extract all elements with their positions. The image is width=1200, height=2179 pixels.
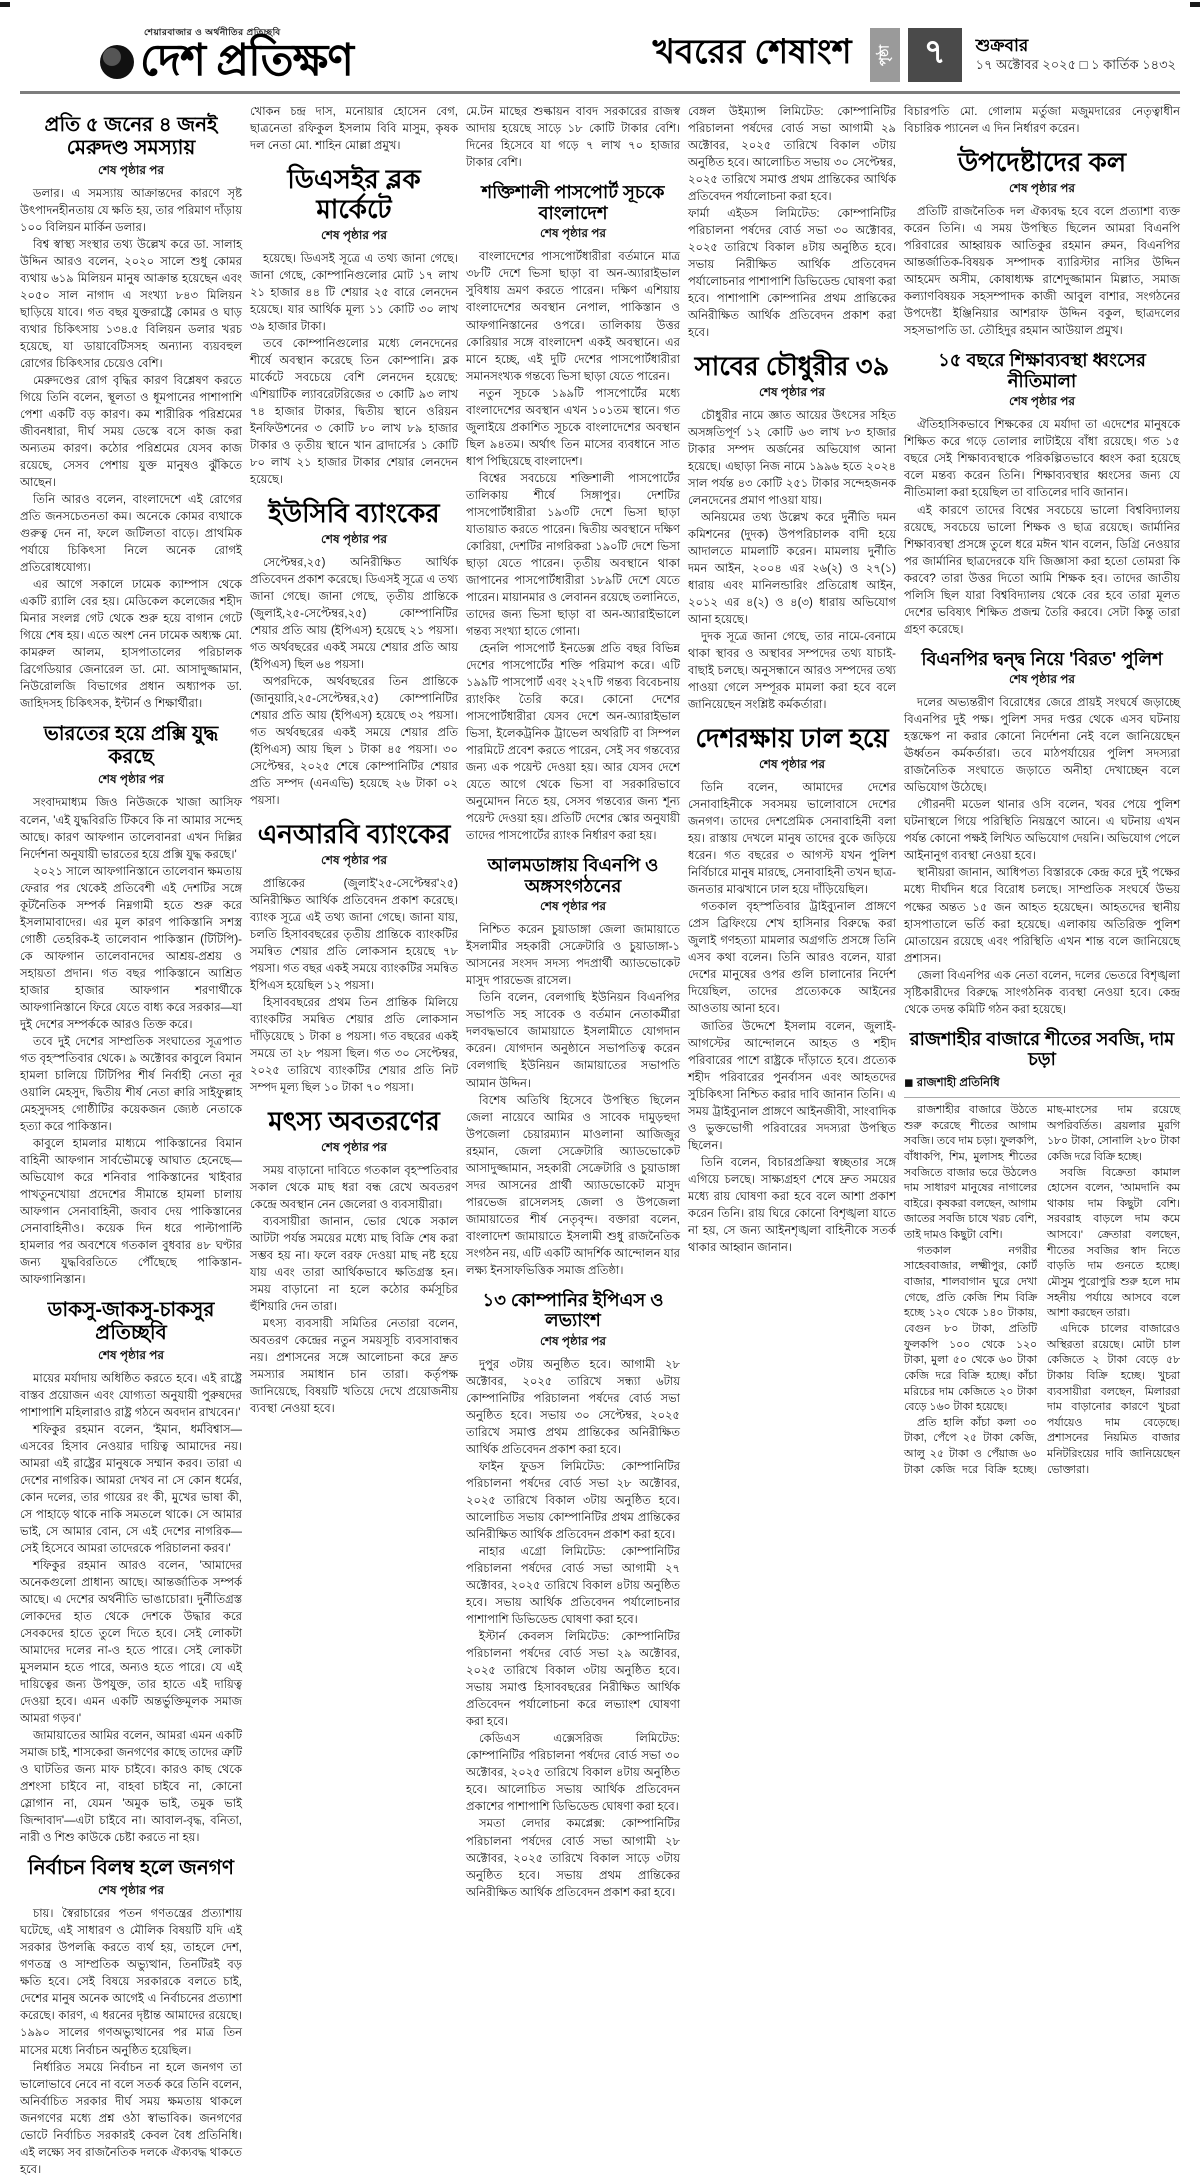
article-paragraph: হেনলি পাসপোর্ট ইনডেক্স প্রতি বছর বিভিন্ন দেশের পাসপোর্টের শক্তি পরিমাপ করে। এটি ১৯৯টি পাসপোর্ট এবং ২২৭টি গন্তব্য বিবেচনায় র‍্যাংকিং তৈরি করে। কোনো দেশের পাসপোর্টধারীরা যেসব দেশে অন-অ্যারাইভাল ভিসা, ইলেকট্রনিক ট্রাভেল অথরিটি বা সিম্পল পারমিটে প্রবেশ করতে পারেন, সেই সব গন্তব্যের জন্য এক পয়েন্ট দেওয়া হয়। আর যেসব দেশে যেতে আগে থেকে ভিসা বা সরকারিভাবে অনুমোদন নিতে হয়, সেসব গন্তব্যের জন্য শূন্য পয়েন্ট দেওয়া হয়। প্রতিটি দেশের স্কোর অনুযায়ী তাদের পাসপোর্টের র‍্যাংক নির্ধারণ করা হয়। [466,642,680,842]
page-label: পৃষ্ঠা [870,28,900,82]
continued-from-label: শেষ পৃষ্ঠার পর [320,531,388,546]
article-paragraph: চৌধুরীর নামে জ্ঞাত আয়ের উৎসের সহিত অসঙ্গতিপূর্ণ ১২ কোটি ৬৩ লাখ ৮৩ হাজার টাকার সম্পদ অর্জনের অভিযোগ আনা হয়েছে। এছাড়া নিজ নামে ১৯৯৬ হতে ২০২৪ সাল পর্যন্ত ৪৩ কোটি ২৫১ টাকার সন্দেহজনক লেনদেনের প্রমাণ পাওয়া যায়। [688,410,896,508]
article-headline: সাবের চৌধুরীর ৩৯ [694,351,890,382]
article-paragraph: প্রতিটি রাজনৈতিক দল ঐক্যবদ্ধ হবে বলে প্রত্যাশা ব্যক্ত করেন তিনি। এ সময় উপস্থিত ছিলেন আমরা বিএনপি পরিবারের আহ্বায়ক আতিকুর রহমান রুমন, বিএনপির আন্তর্জাতিক-বিষয়ক সম্পাদক ব্যারিস্টার নাসির উদ্দিন আহমেদ অসীম, কোষাধ্যক্ষ রাশেদুজ্জামান মিল্লাত, সমাজ কল্যাণবিষয়ক সহসম্পাদক কাজী আবুল বাশার, সংগঠনের উপদেষ্টা ইঞ্জিনিয়ার আশরাফ উদ্দিন বকুল, ছাত্রদলের সহসভাপতি ডা. তৌহিদুর রহমান আউয়াল প্রমুখ। [904,205,1180,338]
article-body [466,922,680,1279]
logo-block [100,28,353,83]
article-body [466,249,680,845]
weekday: শুক্রবার [975,36,1029,55]
article [20,723,242,1288]
article-paragraph: ব্যবসায়ীরা জানান, ভোর থেকে সকাল আটটা পর্যন্ত সময়ের মধ্যে মাছ বিক্রি শেষ করা সম্ভব হয় না। ফলে বরফ দেওয়া মাছ নষ্ট হয়ে যায় এবং তারা আর্থিকভাবে ক্ষতিগ্রস্ত হন। সময় বাড়ানো না হলে কঠোর কর্মসূচির হুঁশিয়ারি দেন তারা। [250,1216,458,1314]
article-headline: প্রতি ৫ জনের ৪ জনই মেরুদণ্ড সমস্যায় [44,114,218,159]
continued-from-label: শেষ পৃষ্ঠার পর [539,226,607,241]
article-headline: নির্বাচন বিলম্ব হলে জনগণ [27,1857,234,1880]
article-paragraph: গৌরনদী মডেল থানার ওসি বলেন, খবর পেয়ে পুলিশ ঘটনাস্থলে গিয়ে পরিস্থিতি নিয়ন্ত্রণে আনে। এ ঘটনায় এখন পর্যন্ত কোনো পক্ষই লিখিত অভিযোগ দেয়নি। অভিযোগ পেলে আইনানুগ ব্যবস্থা নেওয়া হবে। [904,799,1180,863]
article-paragraph: তবে কোম্পানিগুলোর মধ্যে লেনদেনের শীর্ষে অবস্থান করেছে তিন কোম্পানি। ব্লক মার্কেটে সবচেয়ে বেশি লেনদেন হয়েছে: এশিয়াটিক ল্যাবরেটরিজের ৩ কোটি ৯৩ লাখ ৭৪ হাজার টাকার, দ্বিতীয় স্থানে ওরিয়ন ইনফিউশনের ৩ কোটি ৮০ লাখ ৮৯ হাজার টাকার ও তৃতীয় স্থানে খান ব্রাদার্সের ১ কোটি ৮০ লাখ ২১ হাজার টাকার শেয়ার লেনদেন হয়েছে। [250,337,458,487]
article-headline: ইউসিবি ব্যাংকের [268,498,440,529]
continued-from-label: শেষ পৃষ্ঠার পর [758,385,826,400]
article [904,148,1180,340]
article-headline: এনআরবি ব্যাংকের [257,819,451,850]
continued-from-label: শেষ পৃষ্ঠার পর [758,757,826,772]
article-paragraph: ইস্টার্ন কেবলস লিমিটেড: কোম্পানিটির পরিচালনা পর্ষদের বোর্ড সভা ২৯ অক্টোবর, ২০২৫ তারিখে বিকাল ৩টায় অনুষ্ঠিত হবে। সভায় সমাপ্ত হিসাববছরের নিরীক্ষিত আর্থিক প্রতিবেদন পর্যালোচনা করে লভ্যাংশ ঘোষণা করা হবে। [466,1631,680,1729]
continued-from-label: শেষ পৃষ্ঠার পর [97,163,165,177]
article-paragraph: মৎস্য ব্যবসায়ী সমিতির নেতারা বলেন, অবতরণ কেন্দ্রের নতুন সময়সূচি ব্যবসাবান্ধব নয়। প্রশাসনের সঙ্গে আলোচনা করে দ্রুত সমস্যার সমাধান চান তারা। কর্তৃপক্ষ জানিয়েছে, বিষয়টি খতিয়ে দেখে প্রয়োজনীয় ব্যবস্থা নেওয়া হবে। [250,1318,458,1416]
article-headline: আলমডাঙ্গায় বিএনপি ও অঙ্গসংগঠনের [487,854,659,896]
continued-from-label: শেষ পৃষ্ঠার পর [1008,180,1076,195]
article-paragraph: শফিকুর রহমান আরও বলেন, 'আমাদের অনেকগুলো প্রাধান্য আছে। আন্তর্জাতিক সম্পর্ক আছে। এ দেশের অর্থনীতি ভাঙাচোরা। দুর্নীতিগ্রস্ত লোকদের হাত থেকে দেশকে উদ্ধার করে সেবকদের হাতে তুলে দিতে হবে। সেই লোকটা আমাদের দলের না-ও হতে পারে। সেই লোকটা মুসলমান হতে পারে, অন্যও হতে পারে। যে এই দায়িত্বের জন্য উপযুক্ত, তার হাতে এই দায়িত্ব দেওয়া হবে। এমন একটি অন্তর্ভুক্তিমূলক সমাজ আমরা গড়ব।' [20,1560,242,1726]
article-headline: শক্তিশালী পাসপোর্ট সূচকে বাংলাদেশ [481,182,665,223]
masthead-right [653,26,1176,83]
article-paragraph: বিশেষ অতিথি হিসেবে উপস্থিত ছিলেন জেলা নায়েবে আমির ও সাবেক দামুড়হুদা উপজেলা চেয়ারম্যান মাওলানা আজিজুর রহমান, জেলা সেক্রেটারি অ্যাডভোকেট আসাদুজ্জামান, সহকারী সেক্রেটারি ও চুয়াডাঙ্গা সদর আসনের প্রার্থী অ্যাডভোকেট মাসুদ পারভেজ রাসেলসহ জেলা ও উপজেলা জামায়াতের শীর্ষ নেতৃবৃন্দ। বক্তারা বলেন, বাংলাদেশ জামায়াতে ইসলামী শুধু রাজনৈতিক সংগঠন নয়, এটি একটি আদর্শিক আন্দোলন যার লক্ষ্য ইনসাফভিত্তিক সমাজ প্রতিষ্ঠা। [466,1094,680,1277]
column-4 [688,104,896,1834]
article-body [20,795,242,1288]
article-paragraph: প্রান্তিকের (জুলাই'২৫-সেপ্টেম্বর'২৫) অনিরীক্ষিত আর্থিক প্রতিবেদন প্রকাশ করেছে। ব্যাংক সূত্রে এই তথ্য জানা গেছে। জানা যায়, চলতি হিসাববছরের তৃতীয় প্রান্তিকে ব্যাংকটির সমন্বিত শেয়ার প্রতি লোকসান হয়েছে ৭৮ পয়সা। গত বছর একই সময়ে ব্যাংকটির সমন্বিত ইপিএস হয়েছিল ১২ পয়সা। [250,878,458,993]
date-block [976,35,1176,74]
article-body [20,1906,242,2178]
page-number: ৭ [908,28,962,82]
article-paragraph: দুপুর ৩টায় অনুষ্ঠিত হবে। আগামী ২৮ অক্টোবর, ২০২৫ তারিখে সন্ধ্যা ৬টায় কোম্পানিটির পরিচালনা পর্ষদের বোর্ড সভা অনুষ্ঠিত হবে। সভায় ৩০ সেপ্টেম্বর, ২০২৫ তারিখে সমাপ্ত প্রথম প্রান্তিকের অনিরীক্ষিত আর্থিক প্রতিবেদন প্রকাশ করা হবে। [466,1359,680,1457]
content-columns [0,104,1200,2176]
article-paragraph: বিশ্বের সবচেয়ে শক্তিশালী পাসপোর্টের তালিকায় শীর্ষে সিঙ্গাপুর। দেশটির পাসপোর্টধারীরা ১৯৩টি দেশে ভিসা ছাড়া যাতায়াত করতে পারেন। দ্বিতীয় অবস্থানে দক্ষিণ কোরিয়া, দেশটির নাগরিকরা ১৯০টি দেশে ভিসা ছাড়া যেতে পারেন। তৃতীয় অবস্থানে থাকা জাপানের পাসপোর্টধারীরা ১৮৯টি দেশে যেতে পারেন। মায়ানমার ও লেবানন রয়েছে তলানিতে, তাদের জন্য ভিসা ছাড়া বা অন-অ্যারাইভালে গন্তব্য সংখ্যা হাতে গোনা। [466,472,680,638]
article [688,724,896,1256]
continued-from-label: শেষ পৃষ্ঠার পর [539,899,607,914]
article-paragraph: তিনি বলেন, বেলগাছি ইউনিয়ন বিএনপির সভাপতি সহ সাবেক ও বর্তমান নেতাকর্মীরা দলবদ্ধভাবে জামায়াতে ইসলামীতে যোগদান করেন। যোগদান অনুষ্ঠানে সভাপতিত্ব করেন বেলগাছি ইউনিয়ন জামায়াতের সভাপতি আমান উদ্দিন। [466,992,680,1090]
continued-from-label: শেষ পৃষ্ঠার পর [1008,394,1076,409]
article-paragraph: শফিকুর রহমান বলেন, 'ইমান, ধর্মবিশ্বাস—এসবের হিসাব নেওয়ার দায়িত্ব আমাদের নয়। আমরা এই রাষ্ট্রের মানুষকে সম্মান করব। তারা এ দেশের নাগরিক। আমরা দেখব না সে কোন ধর্মের, কোন দলের, তার গায়ের রং কী, মুখের ভাষা কী, সে পাহাড়ে থাকে নাকি সমতলে থাকে। সে আমার ভাই, সে আমার বোন, সে এই দেশের নাগরিক—সেই হিসেবে আমরা তাদেরকে পরিচালনা করব।' [20,1423,242,1556]
article-body [250,555,458,810]
article-paragraph: নাহার এগ্রো লিমিটেড: কোম্পানিটির পরিচালনা পর্ষদের বোর্ড সভা আগামী ২৭ অক্টোবর, ২০২৫ তারিখে বিকাল ৪টায় অনুষ্ঠিত হবে। সভায় আর্থিক প্রতিবেদন পর্যালোচনার পাশাপাশি ডিভিডেন্ড ঘোষণা করা হবে। [466,1546,680,1627]
article-paragraph: তিনি বলেন, বিচারপ্রক্রিয়া স্বচ্ছতার সঙ্গে এগিয়ে চলছে। সাক্ষ্যগ্রহণ শেষে দ্রুত সময়ের মধ্যে রায় ঘোষণা করা হবে বলে আশা প্রকাশ করেন তিনি। রায় ঘিরে কোনো বিশৃঙ্খলা যাতে না হয়, সে জন্য আইনশৃঙ্খলা বাহিনীকে সতর্ক থাকার আহ্বান জানান। [688,1156,896,1254]
article [466,182,680,845]
article-headline: ১৩ কোম্পানির ইপিএস ও লভ্যাংশ [482,1289,664,1331]
article-headline: রাজশাহীর বাজারে শীতের সবজি, দাম চড়া [909,1028,1175,1070]
continued-from-label: শেষ পৃষ্ঠার পর [97,1347,165,1362]
article-paragraph: এই কারণে তাদের বিশ্বের সবচেয়ে ভালো বিশ্ববিদ্যালয় রয়েছে, সবচেয়ে ভালো শিক্ষক ও ছাত্র রয়েছে। জার্মানির শিক্ষাব্যবস্থা প্রসঙ্গে তুলে ধরে মঈন খান বলেন, ডিগ্রি নেওয়ার পর জার্মানির ছাত্রদেরকে যদি জিজ্ঞাসা করা হতো তোমরা কি করবে? তারা উত্তর দিতো আমি শিক্ষক হব। তাদের জাতীয় পলিসি ছিল যারা বিশ্ববিদ্যালয় থেকে বের হবে তারা মূলত দেশের ভবিষ্যৎ শিক্ষিত প্রজন্ম তৈরি করবে। সেটা কিন্তু তারা গ্রহণ করেছে। [904,504,1180,636]
article-paragraph: নির্ধারিত সময়ে নির্বাচন না হলে জনগণ তা ভালোভাবে নেবে না বলে সতর্ক করে তিনি বলেন, অনির্বাচিত সরকার দীর্ঘ সময় ক্ষমতায় থাকলে জনগণের মধ্যে প্রশ্ন ওঠা স্বাভাবিক। জনগণের ভোটে নির্বাচিত সরকারই কেবল বৈধ প্রতিনিধি। এই লক্ষ্যে সব রাজনৈতিক দলকে ঐক্যবদ্ধ থাকতে হবে। [20,2061,242,2176]
article-paragraph: সময় বাড়ানো দাবিতে গতকাল বৃহস্পতিবার সকাল থেকে মাছ ধরা বন্ধ রেখে অবতরণ কেন্দ্রে অবস্থান নেন জেলেরা ও ব্যবসায়ীরা। [250,1165,458,1212]
continued-from-label: শেষ পৃষ্ঠার পর [320,1140,388,1155]
article-body [20,186,242,713]
article-paragraph: সেপ্টেম্বর,২৫) অনিরীক্ষিত আর্থিক প্রতিবেদন প্রকাশ করেছে। ডিএসই সূত্রে এ তথ্য জানা গেছে। জানা গেছে, তৃতীয় প্রান্তিকে (জুলাই,২৫-সেপ্টেম্বর,২৫) কোম্পানিটির শেয়ার প্রতি আয় (ইপিএস) হয়েছে ২১ পয়সা। গত অর্থবছরের একই সময়ে শেয়ার প্রতি আয় (ইপিএস) ছিল ৬৪ পয়সা। [250,556,458,672]
article-paragraph: জামায়াতের আমির বলেন, আমরা এমন একটি সমাজ চাই, শাসকেরা জনগণের কাছে তাদের ত্রুটি ও ঘাটতির জন্য মাফ চাইবে। কারও কাছ থেকে প্রশংসা চাইবে না, বাহবা চাইবে না, কোনো স্লোগান না, যেমন 'অমুক ভাই, তমুক ভাই জিন্দাবাদ'—এটা চাইবে না। আবাল-বৃদ্ধ, বনিতা, নারী ও শিশু কাউকে চেষ্টা করতে না হয়। [20,1730,242,1845]
article-byline: ◼ রাজশাহী প্রতিনিধি [904,1074,1180,1098]
article-body [904,695,1180,1018]
article-paragraph: বাংলাদেশের পাসপোর্টধারীরা বর্তমানে মাত্র ৩৮টি দেশে ভিসা ছাড়া বা অন-অ্যারাইভাল সুবিধায় ভ্রমণ করতে পারেন। দক্ষিণ এশিয়ায় বাংলাদেশের অবস্থান নেপাল, পাকিস্তান ও আফগানিস্তানের ওপরে। তালিকায় উত্তর কোরিয়ার সঙ্গে বাংলাদেশ একই অবস্থানে। এর মানে হচ্ছে, এই দুটি দেশের পাসপোর্টধারীরা সমানসংখ্যক গন্তব্যে ভিসা ছাড়া যেতে পারেন। [466,251,680,383]
article-paragraph: স্থানীয়রা জানান, আধিপত্য বিস্তারকে কেন্দ্র করে দুই পক্ষের মধ্যে দীর্ঘদিন ধরে বিরোধ চলছে। সাম্প্রতিক সংঘর্ষে উভয় পক্ষের অন্তত ১৫ জন আহত হয়েছেন। আহতদের স্থানীয় হাসপাতালে ভর্তি করা হয়েছে। এলাকায় অতিরিক্ত পুলিশ মোতায়েন রয়েছে এবং পরিস্থিতি এখন শান্ত বলে জানিয়েছে প্রশাসন। [904,867,1180,965]
article-paragraph: দুদক সূত্রে জানা গেছে, তার নামে-বেনামে থাকা স্থাবর ও অস্থাবর সম্পদের তথ্য যাচাই-বাছাই চলছে। অনুসন্ধানে আরও সম্পদের তথ্য পাওয়া গেলে সম্পূরক মামলা করা হবে বলে জানিয়েছেন সংশ্লিষ্ট কর্মকর্তারা। [688,631,896,712]
article-body [904,417,1180,638]
article [904,649,1180,1019]
article [904,1029,1180,1479]
article-paragraph: রাজশাহীর বাজারে উঠতে শুরু করেছে শীতের আগাম সবজি। তবে দাম চড়া। ফুলকপি, বাঁধাকপি, শিম, মুলাসহ শীতের সবজিতে বাজার ভরে উঠলেও দাম সাধারণ মানুষের নাগালের বাইরে। কৃষকরা বলছেন, আগাম জাতের সবজি চাষে খরচ বেশি, তাই দামও কিছুটা বেশি। [904,1103,1037,1242]
article-paragraph: প্রতি হালি কাঁচা কলা ৩০ টাকা, পেঁপে ২৫ টাকা কেজি, আলু ২৫ টাকা ও পেঁয়াজ ৬০ টাকা কেজি দরে বিক্রি হচ্ছে। মাছ-মাংসের দাম রয়েছে অপরিবর্তিত। ব্রয়লার মুরগি ১৮০ টাকা, সোনালি ২৮০ টাকা কেজি দরে বিক্রি হচ্ছে। [904,1103,1180,1476]
article [250,820,458,1097]
article-paragraph: মেরুদণ্ডের রোগ বৃদ্ধির কারণ বিশ্লেষণ করতে গিয়ে তিনি বলেন, স্থূলতা ও ধূমপানের পাশাপাশি পেশা একটি বড় কারণ। কম শারীরিক পরিশ্রমের জীবনধারা, দীর্ঘ সময় ডেস্কে বসে কাজ করা অন্যতম কারণ। কঠোর পরিশ্রমের যেসব কাজ রয়েছে, সেসব পেশায় যুক্ত মানুষও ঝুঁকিতে আছেন। [20,375,242,490]
article-paragraph: এর আগে সকালে ঢামেক ক্যাম্পাস থেকে একটি র‍্যালি বের হয়। মেডিকেল কলেজের শহীদ মিনার সংলগ্ন গেট থেকে শুরু হয়ে বাগান গেটে গিয়ে শেষ হয়। এতে অংশ নেন ঢামেক অধ্যক্ষ মো. কামরুল আলম, হাসপাতালের পরিচালক ব্রিগেডিয়ার জেনারেল ডা. মো. আসাদুজ্জামান, নিউরোলজি বিভাগের প্রধান অধ্যাপক ডা. জাহিদসহ চিকিৎসক, ইন্টার্ন ও শিক্ষার্থীরা। [20,579,242,711]
article-paragraph: সবজি বিক্রেতা কামাল হোসেন বলেন, 'আমদানি কম থাকায় দাম কিছুটা বেশি। সরবরাহ বাড়লে দাম কমে আসবে।' ক্রেতারা বলছেন, শীতের সবজির স্বাদ নিতে বাড়তি দাম গুনতে হচ্ছে। মৌসুম পুরোপুরি শুরু হলে দাম সহনীয় পর্যায়ে আসবে বলে আশা করছেন তারা। [1047,1166,1180,1320]
article-paragraph: জেলা বিএনপির এক নেতা বলেন, দলের ভেতরে বিশৃঙ্খলা সৃষ্টিকারীদের বিরুদ্ধে সাংগঠনিক ব্যবস্থা নেওয়া হবে। কেন্দ্র থেকে তদন্ত কমিটি গঠন করা হয়েছে। [904,969,1180,1016]
section-title: খবরের শেষাংশ [652,33,852,71]
article-paragraph: কেডিএস এক্সেসরিজ লিমিটেড: কোম্পানিটির পরিচালনা পর্ষদের বোর্ড সভা ৩০ অক্টোবর, ২০২৫ তারিখে বিকাল ৪টায় অনুষ্ঠিত হবে। আলোচিত সভায় আর্থিক প্রতিবেদন প্রকাশের পাশাপাশি ডিভিডেন্ড ঘোষণা করা হবে। [466,1733,680,1814]
article-body [20,1371,242,1847]
date-line: ১৭ অক্টোবর ২০২৫ □ ১ কার্তিক ১৪৩২ [975,57,1176,73]
article-paragraph: তবে দুই দেশের সাম্প্রতিক সংঘাতের সূত্রপাত গত বৃহস্পতিবার থেকে। ৯ অক্টোবর কাবুলে বিমান হামলা চালিয়ে টিটিপির শীর্ষ নির্বাহী নেতা নূর ওয়ালি মেহসুদ, দ্বিতীয় শীর্ষ নেতা ক্বারি সাইফুল্লাহ মেহসুদসহ গোষ্ঠীটির কয়েকজন জ্যেষ্ঠ নেতাকে হত্যা করে পাকিস্তান। [20,1035,242,1133]
article [466,1290,680,1902]
article [466,855,680,1280]
article-paragraph: তিনি বলেন, আমাদের দেশের সেনাবাহিনীকে সবসময় ভালোবাসে দেশের জনগণ। তাদের দেশপ্রেমিক সেনাবাহিনী বলা হয়। রাস্তায় দেখলে মানুষ তাদের বুকে জড়িয়ে ধরেন। গত বছরের ৩ আগস্ট যখন পুলিশ নির্বিচারে মানুষ মারছে, সেনাবাহিনী তখন ছাত্র-জনতার মাঝখানে ঢাল হয়ে দাঁড়িয়েছিল। [688,782,896,897]
article-paragraph: ডলার। এ সমস্যায় আক্রান্তদের কারণে সৃষ্ট উৎপাদনহীনতায় যে ক্ষতি হয়, তার পরিমাণ দাঁড়ায় ১০০ বিলিয়ন মার্কিন ডলার। [20,188,242,235]
article-paragraph: বিশ্ব স্বাস্থ্য সংস্থার তথ্য উল্লেখ করে ডা. সালাহ উদ্দিন আরও বলেন, ২০২০ সালে শুধু কোমর ব্যথায় ৬১৯ মিলিয়ন মানুষ আক্রান্ত হয়েছেন এবং ২০৫০ সাল নাগাদ এ সংখ্যা ৮৪৩ মিলিয়ন ছাড়িয়ে যাবে। গত বছর যুক্তরাষ্ট্রে কোমর ও ঘাড় ব্যথার চিকিৎসায় ১৩৪.৫ বিলিয়ন ডলার খরচ হয়েছে, যা ডায়াবেটিসসহ অন্যান্য ব্যয়বহুল রোগের চিকিৎসার চেয়েও বেশি। [20,239,242,371]
column-1 [20,104,242,2176]
article-headline: ১৫ বছরে শিক্ষাব্যবস্থা ধ্বংসের নীতিমালা [938,350,1146,391]
article-headline: ডাকসু-জাকসু-চাকসুর প্রতিচ্ছবি [47,1298,215,1344]
masthead-rule [20,91,1180,94]
crop-mark [1190,2,1200,7]
article-paragraph: গতকাল নগরীর সাহেববাজার, লক্ষ্মীপুর, কোর্ট বাজার, শালবাগান ঘুরে দেখা গেছে, প্রতি কেজি শিম বিক্রি হচ্ছে ১২০ থেকে ১৪০ টাকায়, বেগুন ৮০ টাকা, প্রতিটি ফুলকপি ১০০ থেকে ১২০ টাকা, মুলা ৫০ থেকে ৬০ টাকা কেজি দরে বিক্রি হচ্ছে। কাঁচা মরিচের দাম কেজিতে ২০ টাকা বেড়ে ১৬০ টাকা হয়েছে। [904,1244,1037,1414]
continued-from-label: শেষ পৃষ্ঠার পর [1008,672,1076,687]
article-headline: দেশরক্ষায় ঢাল হয়ে [695,723,889,754]
article-paragraph: দলের অভ্যন্তরীণ বিরোধের জেরে প্রায়ই সংঘর্ষে জড়াচ্ছে বিএনপির দুই পক্ষ। পুলিশ সদর দপ্তর থেকে এসব ঘটনায় হস্তক্ষেপ না করার কোনো নির্দেশনা নেই বলে জানিয়েছেন ঊর্ধ্বতন কর্মকর্তারা। তবে মাঠপর্যায়ের পুলিশ সদস্যরা রাজনৈতিক সংঘাতে জড়াতে অনীহা দেখাচ্ছেন বলে অভিযোগ উঠেছে। [904,697,1180,795]
continued-from-label: শেষ পৃষ্ঠার পর [539,1334,607,1349]
continued-from-label: শেষ পৃষ্ঠার পর [97,772,165,787]
newspaper-logo: দেশ প্রতিক্ষণ [140,36,353,85]
article-headline: মৎস্য অবতরণের [268,1106,440,1137]
article-headline: ভারতের হয়ে প্রক্সি যুদ্ধ করছে [43,723,219,769]
article-paragraph: এদিকে চালের বাজারেও অস্থিরতা রয়েছে। মোটা চাল কেজিতে ২ টাকা বেড়ে ৫৮ টাকায় বিক্রি হচ্ছে। খুচরা ব্যবসায়ীরা বলছেন, মিলাররা দাম বাড়ানোর কারণে খুচরা পর্যায়েও দাম বেড়েছে। প্রশাসনের নিয়মিত বাজার মনিটরিংয়ের দাবি জানিয়েছেন ভোক্তারা। [1047,1322,1180,1476]
article-paragraph: তিনি আরও বলেন, বাংলাদেশে এই রোগের প্রতি জনসচেতনতা কম। অনেকে কোমর ব্যথাকে গুরুত্ব দেন না, ফলে জটিলতা বাড়ে। প্রাথমিক পর্যায়ে চিকিৎসা নিলে অনেক রোগই প্রতিরোধযোগ্য। [20,494,242,575]
continued-from-label: শেষ পৃষ্ঠার পর [320,853,388,868]
article-paragraph: নতুন সূচকে ১৯৯টি পাসপোর্টের মধ্যে বাংলাদেশের অবস্থান এখন ১০১তম স্থানে। গত জুলাইয়ে প্রকাশিত সূচকে বাংলাদেশের অবস্থান ছিল ৯৪তম। অর্থাৎ তিন মাসের ব্যবধানে সাত ধাপ পিছিয়েছে বাংলাদেশ। [466,387,680,468]
article-headline: ডিএসইর ব্লক মার্কেটে [287,164,421,224]
article-paragraph: গতকাল বৃহস্পতিবার ট্রাইব্যুনাল প্রাঙ্গণে প্রেস ব্রিফিংয়ে শেখ হাসিনার বিরুদ্ধে করা জুলাই গণহত্যা মামলার অগ্রগতি প্রসঙ্গে তিনি এসব কথা বলেন। তিনি আরও বলেন, যারা দেশের মানুষের ওপর গুলি চালানোর নির্দেশ দিয়েছিল, তাদের প্রত্যেককে আইনের আওতায় আনা হবে। [688,901,896,1016]
article-paragraph: মায়ের মর্যাদায় অধিষ্ঠিত করতে হবে। এই রাষ্ট্রে বাস্তব প্রয়োজন এবং যোগ্যতা অনুযায়ী পুরুষদের পাশাপাশি মহিলারাও রাষ্ট্র গঠনে অবদান রাখবেন।' [20,1372,242,1419]
continuation-paragraph: মে.টন মাছের শুল্কায়ন বাবদ সরকারের রাজস্ব আদায় হয়েছে সাড়ে ১৮ কোটি টাকার বেশি। দিনের হিসেবে যা গড়ে ৭ লাখ ৭০ হাজার টাকার বেশি। [466,106,680,170]
article [904,350,1180,639]
article-paragraph: নিশ্চিত করেন চুয়াডাঙ্গা জেলা জামায়াতে ইসলামীর সহকারী সেক্রেটারি ও চুয়াডাঙ্গা-১ আসনের সংসদ সদস্য পদপ্রার্থী অ্যাডভোকেট মাসুদ পারভেজ রাসেল। [466,924,680,988]
article-body [250,876,458,1097]
article-body [904,1103,1180,1478]
article [250,165,458,489]
article-paragraph: চায়। স্বৈরাচারের পতন গণতন্ত্রের প্রত্যাশায় ঘটেছে, এই সাধারণ ও মৌলিক বিষয়টি যদি এই সরকার উপলব্ধি করতে ব্যর্থ হয়, তাহলে দেশ, গণতন্ত্র ও সাম্প্রতিক অভ্যুত্থান, তিনটিরই বড় ক্ষতি হবে। সেই বিষয়ে সরকারকে বলতে চাই, দেশের মানুষ অনেক আগেই এ নির্বাচনের প্রত্যাশা করেছে। কারণ, এ ধরনের দৃষ্টান্ত আমাদের রয়েছে। ১৯৯০ সালের গণঅভ্যুত্থানের পর মাত্র তিন মাসের মধ্যে নির্বাচন অনুষ্ঠিত হয়েছিল। [20,1908,242,2057]
masthead [0,0,1200,89]
article-paragraph: ঐতিহাসিকভাবে শিক্ষকের যে মর্যাদা তা এদেশের মানুষকে শিক্ষিত করে গড়ে তোলার লাটাইয়ে বাঁধা রয়েছে। গত ১৫ বছরে সেই শিক্ষাব্যবস্থাকে পরিকল্পিতভাবে ধ্বংস করা হয়েছে বলে মন্তব্য করেন তিনি। শিক্ষাব্যবস্থার ধ্বংসের জন্য যে নীতিমালা করা হয়েছিল তা বাতিলের দাবি জানান। [904,419,1180,500]
article-paragraph: হিসাববছরের প্রথম তিন প্রান্তিক মিলিয়ে ব্যাংকটির সমন্বিত শেয়ার প্রতি লোকসান দাঁড়িয়েছে ১ টাকা ৪ পয়সা। গত বছরের একই সময়ে তা ২৮ পয়সা ছিল। গত ৩০ সেপ্টেম্বর, ২০২৫ তারিখে ব্যাংকটির শেয়ার প্রতি নিট সম্পদ মূল্য ছিল ১০ টাকা ৭০ পয়সা। [250,997,458,1095]
continuation-paragraph: বেঙ্গল উইম্যান্স লিমিটেড: কোম্পানিটির পরিচালনা পর্ষদের বোর্ড সভা আগামী ২৯ অক্টোবর, ২০২৫ তারিখে বিকাল ৩টায় অনুষ্ঠিত হবে। আলোচিত সভায় ৩০ সেপ্টেম্বর, ২০২৫ তারিখে সমাপ্ত প্রথম প্রান্তিকের আর্থিক প্রতিবেদন পর্যালোচনা করা হবে। [688,106,896,204]
article-paragraph: সংবাদমাধ্যম জিও নিউজকে খাজা আসিফ বলেন, 'এই যুদ্ধবিরতি টিকবে কি না আমার সন্দেহ আছে। কারণ আফগান তালেবানরা এখন দিল্লির নির্দেশনা অনুযায়ী ভারতের হয়ে প্রক্সি যুদ্ধ করছে।' [20,797,242,861]
article [688,352,896,714]
continuation-paragraph: খোকন চন্দ্র দাস, মনোয়ার হোসেন বেগ, ছাত্রনেতা রফিকুল ইসলাম বিবি মাসুম, কৃষক দল নেতা মো. শাহিন মোল্লা প্রমুখ। [250,106,458,153]
column-3 [466,104,680,1899]
article-paragraph: কাবুলে হামলার মাধ্যমে পাকিস্তানের বিমান বাহিনী আফগান সার্বভৌমত্বে আঘাত হেনেছে—অভিযোগ করে শনিবার পাকিস্তানের খাইবার পাখতুনখোয়া প্রদেশের সীমান্তে হামলা চালায় আফগান সেনাবাহিনী, জবাব দেয় পাকিস্তানের সেনাবাহিনীও। কয়েক দিন ধরে পাল্টাপাল্টি হামলার পর অবশেষে গতকাল বুধবার ৪৮ ঘণ্টার জন্য যুদ্ধবিরতিতে পৌঁছেছে পাকিস্তান-আফগানিস্তান। [20,1137,242,1286]
article-paragraph: অপরদিকে, অর্থবছরের তিন প্রান্তিকে (জানুয়ারি,২৫-সেপ্টেম্বর,২৫) কোম্পানিটির শেয়ার প্রতি আয় (ইপিএস) হয়েছে ৩২ পয়সা। গত অর্থবছরের একই সময়ে শেয়ার প্রতি (ইপিএস) আয় ছিল ১ টাকা ৪৫ পয়সা। ৩০ সেপ্টেম্বর, ২০২৫ শেষে কোম্পানিটির শেয়ার প্রতি সম্পদ (এনএভি) হয়েছে ২৬ টাকা ০২ পয়সা। [250,676,458,808]
masthead-tagline: শেয়ারবাজার ও অর্থনীতির প্রতিচ্ছবি [144,27,281,37]
continuation-paragraph: ফার্মা এইডস লিমিটেড: কোম্পানিটির পরিচালনা পর্ষদের বোর্ড সভা ৩০ অক্টোবর, ২০২৫ তারিখে বিকাল ৪টায় অনুষ্ঠিত হবে। সভায় নিরীক্ষিত আর্থিক প্রতিবেদন পর্যালোচনার পাশাপাশি ডিভিডেন্ড ঘোষণা করা হবে। পাশাপাশি কোম্পানির প্রথম প্রান্তিকের অনিরীক্ষিত আর্থিক প্রতিবেদন প্রকাশ করা হবে। [688,208,896,340]
article [20,1857,242,2178]
article-paragraph: অনিয়মের তথ্য উল্লেখ করে দুর্নীতি দমন কমিশনের (দুদক) উপপরিচালক বাদী হয়ে আদালতে মামলাটি করেন। মামলায় দুর্নীতি দমন আইন, ২০০৪ এর ২৬(২) ও ২৭(১) ধারায় এবং মানিলন্ডারিং প্রতিরোধ আইন, ২০১২ এর ৪(২) ও ৪(৩) ধারায় অভিযোগ আনা হয়েছে। [688,512,896,627]
logo-emblem-icon [100,45,134,79]
article-paragraph: হয়েছে। ডিএসই সূত্রে এ তথ্য জানা গেছে। জানা গেছে, কোম্পানিগুলোর মোট ১৭ লাখ ২১ হাজার ৪৪ টি শেয়ার ২৫ বারে লেনদেন হয়েছে। যার আর্থিক মূল্য ১১ কোটি ৩০ লাখ ৩৯ হাজার টাকা। [250,252,458,333]
article-paragraph: জাতির উদ্দেশে ইসলাম বলেন, জুলাই-আগস্টের আন্দোলনে আহত ও শহীদ পরিবারের পাশে রাষ্ট্রকে দাঁড়াতে হবে। প্রত্যেক শহীদ পরিবারের পুনর্বাসন এবং আহতদের সুচিকিৎসা নিশ্চিত করার দাবি জানান তিনি। এ সময় ট্রাইব্যুনাল প্রাঙ্গণে আইনজীবী, সাংবাদিক ও ভুক্তভোগী পরিবারের সদস্যরা উপস্থিত ছিলেন। [688,1020,896,1152]
continuation-paragraph: বিচারপতি মো. গোলাম মর্তুজা মজুমদারের নেতৃত্বাধীন বিচারিক প্যানেল এ দিন নির্ধারণ করেন। [904,106,1180,136]
article [250,1107,458,1418]
article-body [904,204,1180,340]
article-headline: বিএনপির দ্বন্দ্ব নিয়ে 'বিরত' পুলিশ [921,648,1163,669]
article-paragraph: সমতা লেদার কমপ্লেক্স: কোম্পানিটির পরিচালনা পর্ষদের বোর্ড সভা আগামী ২৮ অক্টোবর, ২০২৫ তারিখে বিকাল সাড়ে ৩টায় অনুষ্ঠিত হবে। সভায় প্রথম প্রান্তিকের অনিরীক্ষিত আর্থিক প্রতিবেদন প্রকাশ করা হবে। [466,1818,680,1899]
article [20,114,242,713]
article-paragraph: ২০২১ সালে আফগানিস্তানে তালেবান ক্ষমতায় ফেরার পর থেকেই প্রতিবেশী এই দেশটির সঙ্গে কূটনৈতিক সম্পর্ক নিম্নগামী হতে শুরু করে ইসলামাবাদের। এর মূল কারণ পাকিস্তানি সশস্ত্র গোষ্ঠী তেহরিক-ই তালেবান পাকিস্তান (টিটিপি)-কে আফগান তালেবানদের আশ্রয়-প্রশ্রয় ও সহায়তা প্রদান। গত বছর পাকিস্তানে আশ্রিত হাজার হাজার আফগান শরণার্থীকে আফগানিস্তানে ফিরে যেতে বাধ্য করে সরকার—যা দুই দেশের সম্পর্ককে আরও তিক্ত করে। [20,865,242,1031]
continued-from-label: শেষ পৃষ্ঠার পর [320,227,388,242]
article-body [688,408,896,714]
article-body [250,251,458,489]
column-5 [904,104,1180,1834]
article-body [250,1163,458,1418]
article-body [466,1357,680,1902]
article-headline: উপদেষ্টাদের কল [957,147,1127,178]
continued-from-label: শেষ পৃষ্ঠার পর [97,1883,165,1898]
crop-mark [0,2,10,7]
article [20,1299,242,1847]
column-2 [250,104,458,1834]
article-paragraph: ফাইন ফুডস লিমিটেড: কোম্পানিটির পরিচালনা পর্ষদের বোর্ড সভা ২৮ অক্টোবর, ২০২৫ তারিখে বিকাল ৩টায় অনুষ্ঠিত হবে। আলোচিত সভায় কোম্পানিটির প্রথম প্রান্তিকের অনিরীক্ষিত আর্থিক প্রতিবেদন প্রকাশ করা হবে। [466,1461,680,1542]
article [250,499,458,810]
article-body [688,780,896,1256]
